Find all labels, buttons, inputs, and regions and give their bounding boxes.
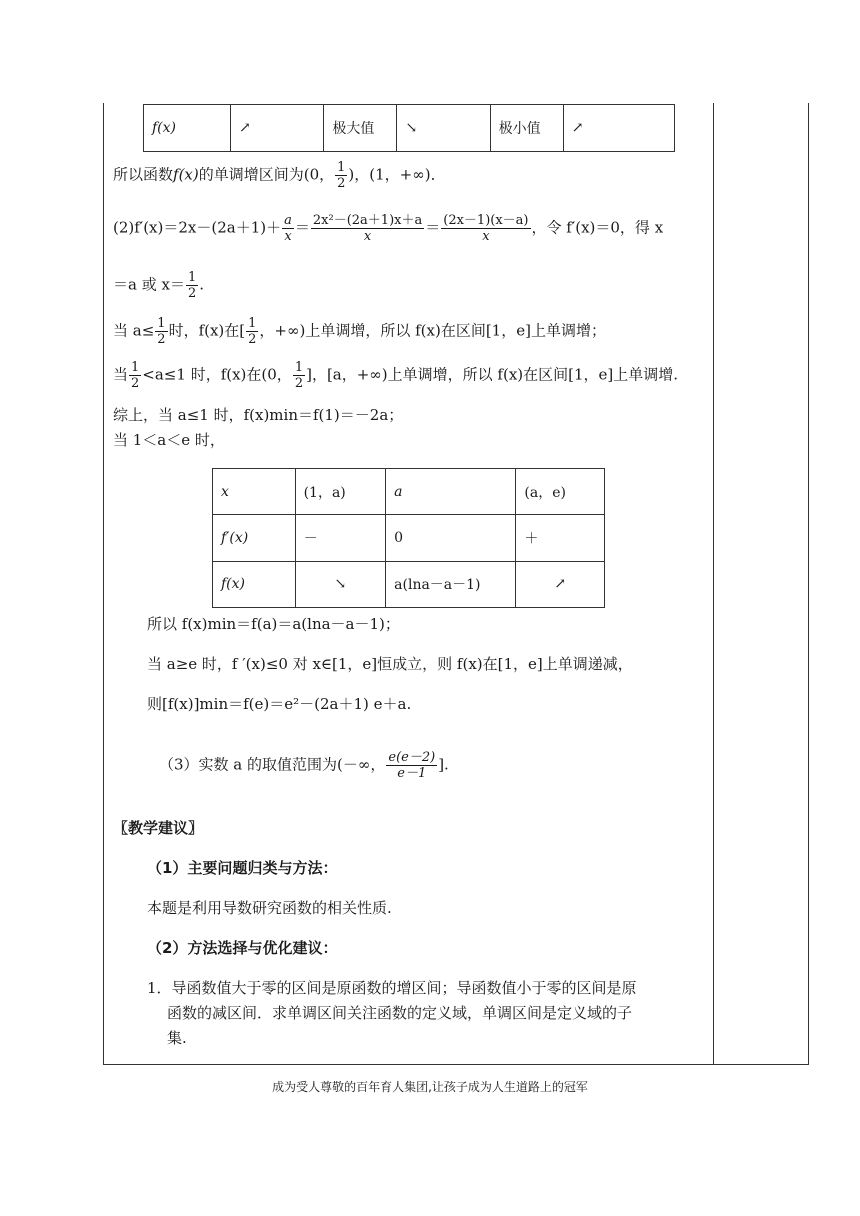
table-cell: ↘ <box>295 561 386 607</box>
fraction-denominator: 2 <box>248 332 257 347</box>
fraction-numerator: 1 <box>187 270 197 285</box>
table-cell: x <box>213 469 296 515</box>
advice-item-line-3: 集. <box>167 1029 187 1047</box>
fraction <box>441 213 530 244</box>
text: ]. <box>438 755 449 774</box>
advice-heading: 〖教学建议〗 <box>113 819 204 837</box>
text-line-2 <box>113 213 663 244</box>
table-cell: a(lna－a－1) <box>386 561 516 607</box>
table-cell: ↗ <box>231 105 324 152</box>
text-line-a-ge-e: 当 a≥e 时，f ′(x)≤0 对 x∈[1，e]恒成立，则 f(x)在[1，e]上单调递减， <box>147 655 633 673</box>
advice-section-1-title: （1）主要问题归类与方法： <box>147 859 338 877</box>
text: ＝ <box>294 218 310 237</box>
table-cell: 极大值 <box>324 105 397 152</box>
fraction-numerator: 1 <box>337 160 346 175</box>
fraction-denominator: x <box>482 229 490 244</box>
advice-item-line-1: 1．导函数值大于零的区间是原函数的增区间；导函数值小于零的区间是原 <box>147 979 637 997</box>
text: (2)f′(x)＝2x－(2a＋1)＋ <box>113 218 282 237</box>
fraction-denominator: x <box>284 229 292 244</box>
text-line-min-e: 则[f(x)]min＝f(e)＝e²－(2a＋1) e＋a. <box>147 695 412 713</box>
text-line-min-a: 所以 f(x)min＝f(a)＝a(lna－a－1)； <box>147 615 400 633</box>
text-line-5 <box>113 360 678 391</box>
fraction-numerator: 1 <box>131 360 140 375</box>
text: )，(1，+∞)． <box>348 165 446 184</box>
text: ＝ <box>425 218 441 237</box>
advice-section-2-title: （2）方法选择与优化建议： <box>147 939 338 957</box>
text: f(x) <box>173 165 199 184</box>
text-line-7: 当 1＜a＜e 时， <box>113 431 225 449</box>
fraction <box>246 316 258 347</box>
fraction <box>155 316 167 347</box>
table-cell: ↗ <box>563 105 674 152</box>
text: ]，[a，+∞)上单调增，所以 f(x)在区间[1，e]上单调增. <box>306 365 679 384</box>
text-line-6: 综上，当 a≤1 时，f(x)min＝f(1)＝－2a； <box>113 406 404 424</box>
text: ，+∞)上单调增，所以 f(x)在区间[1，e]上单调增； <box>259 321 606 340</box>
table-cell: (a，e) <box>516 469 605 515</box>
fraction-numerator: 1 <box>157 316 166 331</box>
fraction <box>186 270 198 301</box>
page-footer: 成为受人尊敬的百年育人集团,让孩子成为人生道路上的冠军 <box>272 1080 588 1094</box>
fraction-denominator: 2 <box>294 376 304 391</box>
fraction <box>129 360 141 391</box>
fraction-denominator: x <box>363 229 372 244</box>
advice-item-line-2: 函数的减区间．求单调区间关注函数的定义域，单调区间是定义域的子 <box>167 1004 633 1022</box>
table-cell: f(x) <box>213 561 296 607</box>
fraction <box>293 360 305 391</box>
table-cell: f′(x) <box>213 515 296 561</box>
text-line-1 <box>113 160 446 191</box>
table-cell: ↘ <box>397 105 490 152</box>
fraction-denominator: 2 <box>337 176 346 191</box>
fraction-numerator: a <box>284 213 292 228</box>
table-cell: ＋ <box>516 515 605 561</box>
fraction-numerator: 1 <box>248 316 257 331</box>
table-cell: a <box>386 469 516 515</box>
text-line-4 <box>113 316 606 347</box>
fraction-numerator: e(e－2) <box>388 750 436 765</box>
text: 的单调增区间为(0， <box>198 165 335 184</box>
fraction-denominator: e－1 <box>397 766 427 781</box>
text-line-3 <box>113 270 204 301</box>
fraction-denominator: 2 <box>157 332 166 347</box>
column-divider <box>713 103 714 1065</box>
fraction-denominator: 2 <box>131 376 140 391</box>
monotonicity-table <box>212 468 605 608</box>
fraction-numerator: 1 <box>294 360 304 375</box>
table-cell: － <box>295 515 386 561</box>
table-cell: (1，a) <box>295 469 386 515</box>
fraction-numerator: 2x²－(2a＋1)x＋a <box>312 213 423 228</box>
text: 当 <box>113 365 129 384</box>
text: . <box>199 275 205 294</box>
table-cell: ↗ <box>516 561 605 607</box>
fraction <box>386 750 437 781</box>
text-line-range <box>159 750 449 781</box>
table-cell: 极小值 <box>490 105 563 152</box>
text: ，令 f′(x)＝0，得 x <box>531 218 664 237</box>
fraction-denominator: 2 <box>187 286 197 301</box>
text: 所以函数 <box>113 165 174 184</box>
table-cell: 0 <box>386 515 516 561</box>
text: 时，f(x)在[ <box>168 321 246 340</box>
text: 当 a≤ <box>113 321 155 340</box>
text: ＝a 或 x＝ <box>113 275 185 294</box>
text: <a≤1 时，f(x)在(0， <box>142 365 292 384</box>
fraction <box>311 213 424 244</box>
monotonicity-table-top <box>143 104 675 152</box>
table-cell: f(x) <box>144 105 231 152</box>
fraction-numerator: (2x－1)(x－a) <box>443 213 529 228</box>
fraction <box>335 160 347 191</box>
fraction <box>282 213 294 244</box>
advice-section-1-body: 本题是利用导数研究函数的相关性质. <box>147 899 392 917</box>
text: （3）实数 a 的取值范围为(－∞， <box>159 755 386 774</box>
